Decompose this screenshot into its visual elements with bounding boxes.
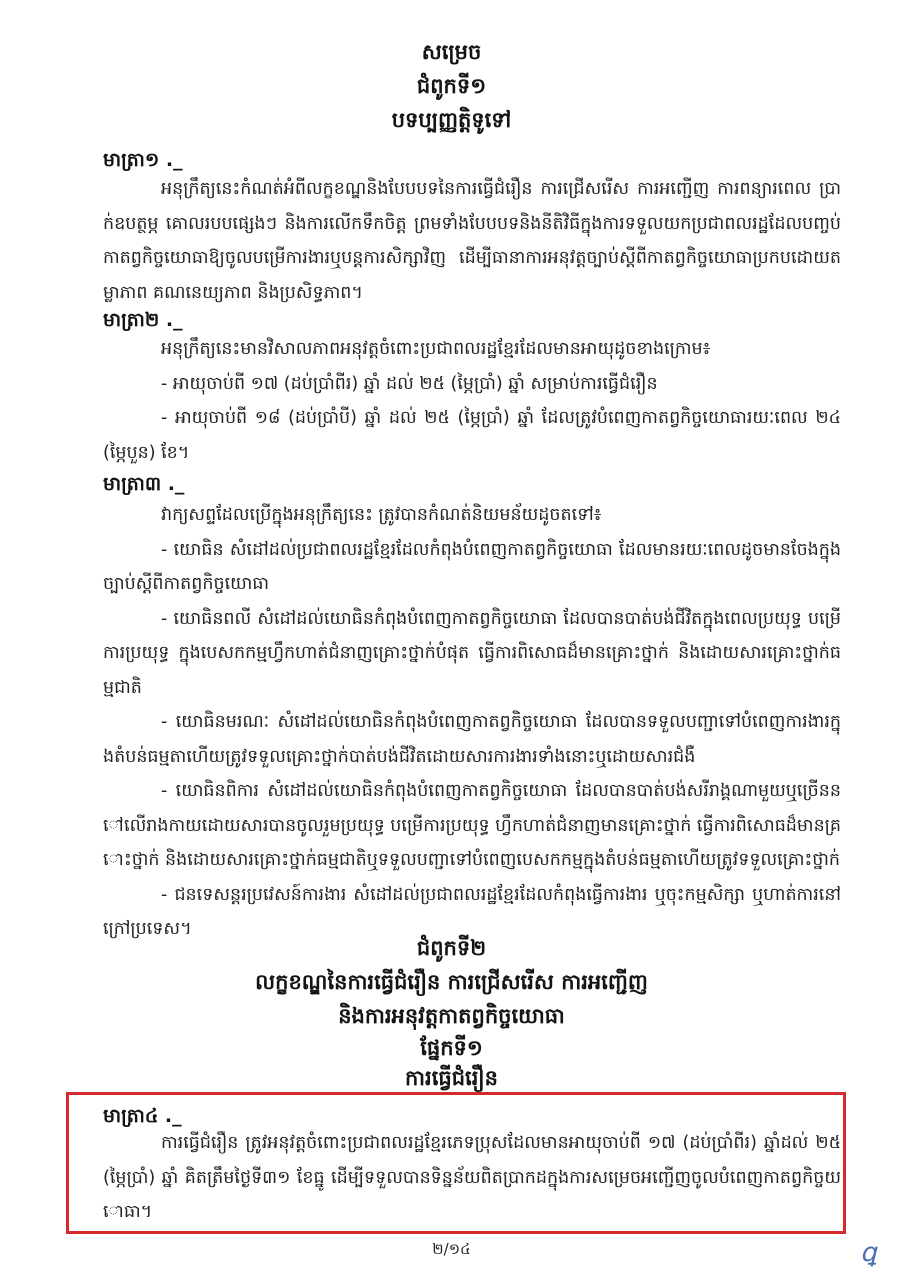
chapter-2-heading: ជំពូកទី២ [416,936,487,960]
article-3-intro: វាក្យសព្ទដែលប្រើក្នុងអនុក្រឹត្យនេះ ត្រូវបានកំណត់និយមន័យដូចតទៅ៖ [161,505,602,525]
article-4-body [103,1126,841,1230]
article-1-label: មាត្រា១ ._ [103,149,183,171]
chapter-1-title: បទប្បញ្ញត្តិទូទៅ [391,108,512,132]
article-2-label: មាត្រា២ ._ [103,309,183,331]
article-2-item: - អាយុចាប់ពី ១៨ (ដប់ប្រាំបី) ឆ្នាំ ដល់ ២៥ (ម្ភៃប្រាំ) ឆ្នាំ ដែលត្រូវបំពេញកាតព្វកិច្ចយោធារយៈពេល ២៤ (ម្ភៃបួន) ខែ។ [103,408,841,463]
article-3-item: - យោធិនពលី សំដៅដល់យោធិនកំពុងបំពេញកាតព្វកិច្ចយោធា ដែលបានបាត់បង់ជីវិតក្នុងពេលប្រយុទ្ធ បម្រើការប្រយុទ្ធ ក្នុងបេសកកម្មហ្វឹកហាត់ជំនាញគ្រោះថ្នាក់បំផុត ធ្វើការពិសោធដ៏មានគ្រោះថ្នាក់ និងដោយសារគ្រោះថ្នាក់ធម្មជាតិ [103,608,841,698]
chapter-2-title-line-2: និងការអនុវត្តកាតព្វកិច្ចយោធា [338,1004,565,1028]
article-2-body [103,332,841,470]
article-3-body [103,498,841,947]
article-3-item: - យោធិនមរណៈ សំដៅដល់យោធិនកំពុងបំពេញកាតព្វកិច្ចយោធា ដែលបានទទួលបញ្ជាទៅបំពេញការងារក្នុងតំបន់ធម្មតាហើយត្រូវទទួលគ្រោះថ្នាក់បាត់បង់ជីវិតដោយសារការងារទាំងនោះឬដោយសារជំងឺ [103,712,841,767]
article-1-body [103,172,841,310]
part-1-heading: ផ្នែកទី១ [420,1036,483,1060]
article-4-text: ការធ្វើជំរឿន ត្រូវអនុវត្តចំពោះប្រជាពលរដ្ឋខ្មែរភេទប្រុសដែលមានអាយុចាប់ពី ១៧ (ដប់ប្រាំពីរ) ឆ្នាំដល់ ២៥ (ម្ភៃប្រាំ) ឆ្នាំ គិតត្រឹមថ្ងៃទី៣១ ខែធ្នូ ដើម្បីទទួលបានទិន្នន័យពិតប្រាកដក្នុងការសម្រេចអញ្ជើញចូលបំពេញកាតព្វកិច្ចយោធា។ [103,1133,841,1222]
decision-heading: សម្រេច [421,40,482,64]
page-number: ២/១៤ [432,1240,471,1258]
initials-signature: ꝗ [860,1238,877,1268]
article-3-item: - យោធិន សំដៅដល់ប្រជាពលរដ្ឋខ្មែរដែលកំពុងបំពេញកាតព្វកិច្ចយោធា ដែលមានរយៈពេលដូចមានចែងក្នុងច្បាប់ស្តីពីកាតព្វកិច្ចយោធា [103,539,841,594]
article-2-intro: អនុក្រឹត្យនេះមានវិសាលភាពអនុវត្តចំពោះប្រជាពលរដ្ឋខ្មែរដែលមានអាយុដូចខាងក្រោម៖ [161,339,711,359]
chapter-1-heading: ជំពូកទី១ [416,74,487,98]
article-3-item: - យោធិនពិការ សំដៅដល់យោធិនកំពុងបំពេញកាតព្វកិច្ចយោធា ដែលបានបាត់បង់សរីរាង្គណាមួយឬច្រើននៅលើរាងកាយដោយសារបានចូលរួមប្រយុទ្ធ បម្រើការប្រយុទ្ធ ហ្វឹកហាត់ជំនាញមានគ្រោះថ្នាក់ ធ្វើការពិសោធដ៏មានគ្រោះថ្នាក់ និងដោយសារគ្រោះថ្នាក់ធម្មជាតិឬទទួលបញ្ជាទៅបំពេញបេសកកម្មក្នុងតំបន់ធម្មតាហើយត្រូវទទួលគ្រោះថ្នាក់ [103,781,841,870]
article-2-item: - អាយុចាប់ពី ១៧ (ដប់ប្រាំពីរ) ឆ្នាំ ដល់ ២៥ (ម្ភៃប្រាំ) ឆ្នាំ សម្រាប់ការធ្វើជំរឿន [161,373,658,394]
article-1-text: អនុក្រឹត្យនេះកំណត់អំពីលក្ខខណ្ឌនិងបែបបទនៃការធ្វើជំរឿន ការជ្រើសរើស ការអញ្ជើញ ការពន្យារពេល ប្រាក់ឧបត្ថម្ភ គោលរបបផ្សេងៗ និងការលើកទឹកចិត្ត ព្រមទាំងបែបបទនិងនីតិវិធីក្នុងការទទួលយកប្រជាពលរដ្ឋដែលបញ្ចប់កាតព្វកិច្ចយោធាឱ្យចូលបម្រើការងារឬបន្តការសិក្សាវិញ ដើម្បីធានាការអនុវត្តច្បាប់ស្តីពីកាតព្វកិច្ចយោធាប្រកបដោយតម្លាភាព គណនេយ្យភាព និងប្រសិទ្ធភាព។ [103,179,841,303]
article-4-label: មាត្រា៤ ._ [103,1105,182,1127]
part-1-title: ការធ្វើជំរឿន [405,1066,498,1090]
article-3-label: មាត្រា៣ ._ [103,473,185,495]
chapter-2-title-line-1: លក្ខខណ្ឌនៃការធ្វើជំរឿន ការជ្រើសរើស ការអញ្ជើញ [255,970,648,994]
article-3-item: - ជនទេសន្តរប្រវេសន៍ការងារ សំដៅដល់ប្រជាពលរដ្ឋខ្មែរដែលកំពុងធ្វើការងារ ឬចុះកម្មសិក្សា ឬហាត់ការនៅក្រៅប្រទេស។ [103,884,841,939]
